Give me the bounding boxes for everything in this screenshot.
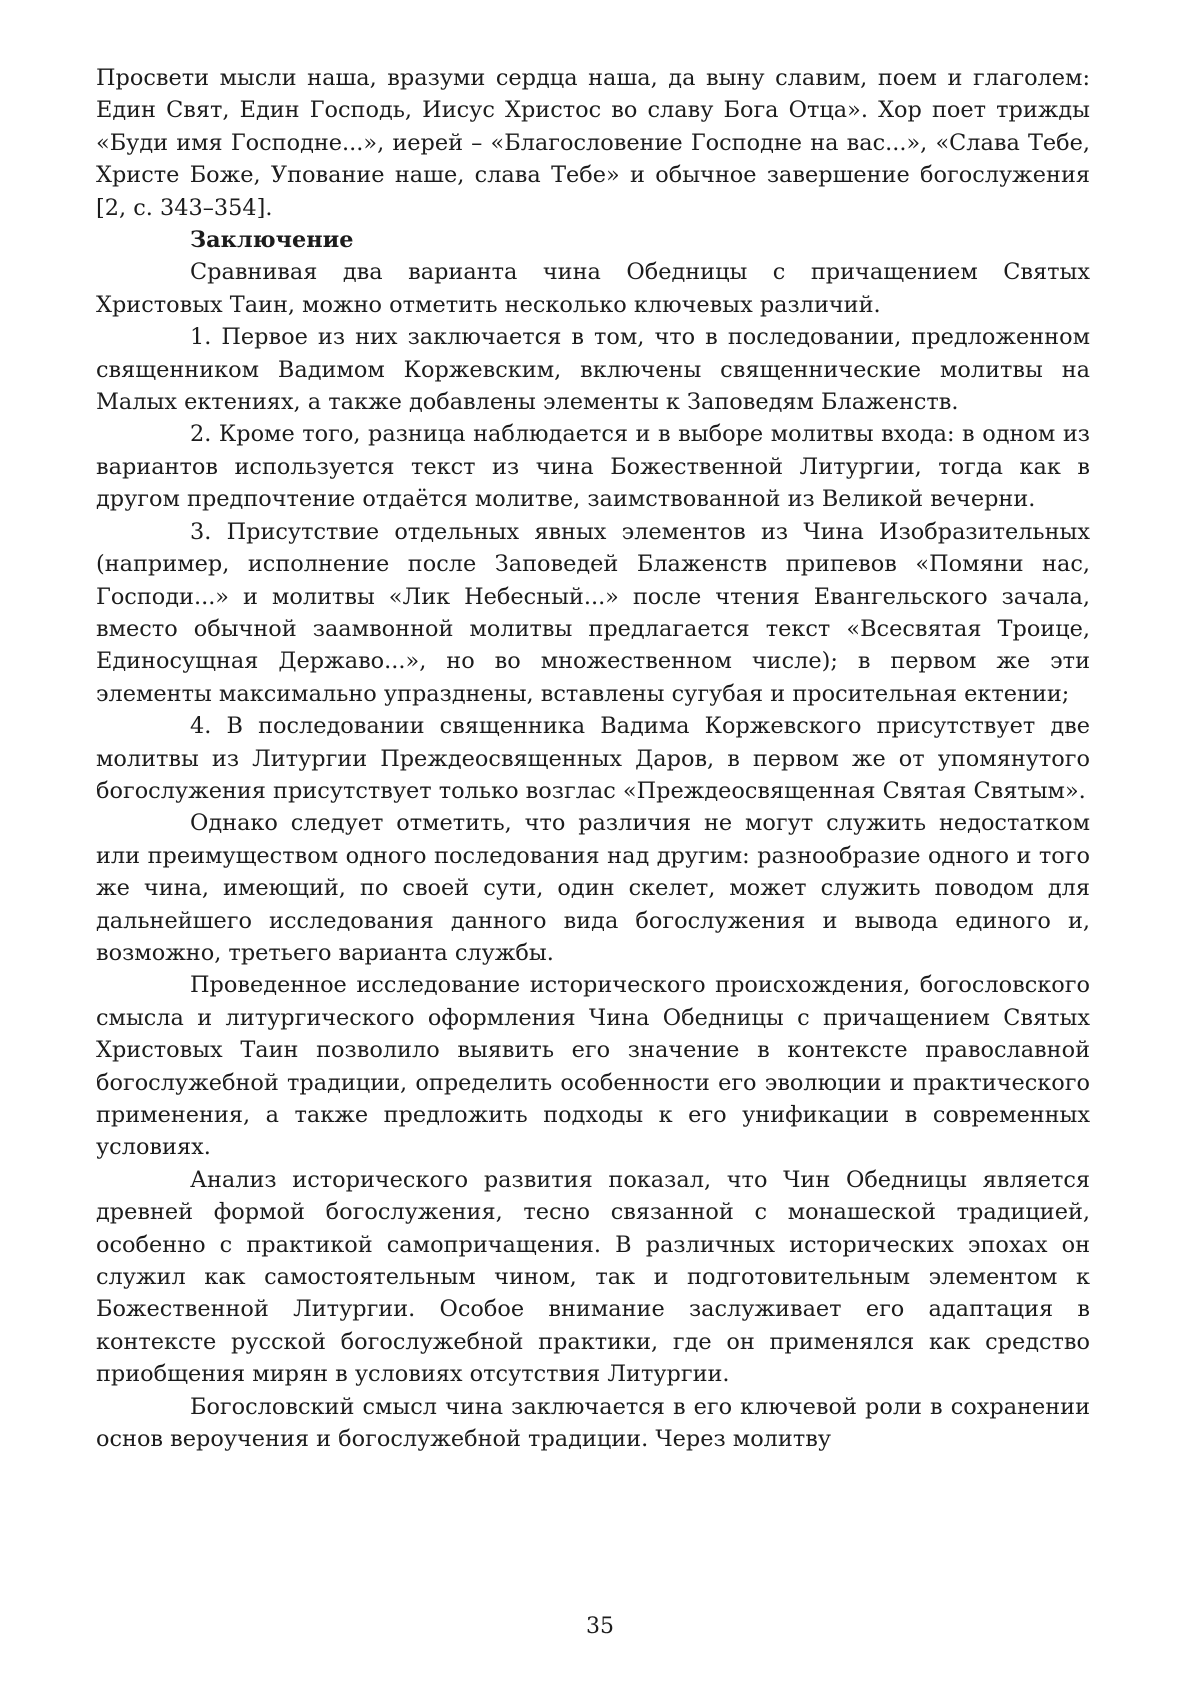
- paragraph: Анализ исторического развития показал, что Чин Обедницы является древней формой богослужения, тесно связанной с монашеской традицией, особенно с практикой самопричащения. В различных исторических эпохах он служил как самостоятельным чином, так и подготовительным элементом к Божественной Литургии. Особое внимание заслуживает его адаптация в контексте русской богослужебной практики, где он применялся как средство приобщения мирян в условиях отсутствия Литургии.: [96, 1166, 1090, 1388]
- paragraph: Сравнивая два варианта чина Обедницы с причащением Святых Христовых Таин, можно отметить несколько ключевых различий.: [96, 259, 1090, 318]
- paragraph: 3. Присутствие отдельных явных элементов из Чина Изобразительных (например, исполнение после Заповедей Блаженств припевов «Помяни нас, Господи...» и молитвы «Лик Небесный...» после чтения Евангельского зачала, вместо обычной заамвонной молитвы предлагается текст «Всесвятая Троице, Единосущная Державо...», но во множественном числе); в первом же эти элементы максимально упразднены, вставлены сугубая и просительная ектении;: [96, 518, 1090, 707]
- section-heading: Заключение: [190, 227, 354, 254]
- page-number: 35: [586, 1614, 614, 1639]
- paragraph: Богословский смысл чина заключается в его ключевой роли в сохранении основ вероучения и богослужебной традиции. Через молитву: [96, 1393, 1090, 1453]
- paragraph: 1. Первое из них заключается в том, что в последовании, предложенном священником Вадимом Коржевским, включены священнические молитвы на Малых ектениях, а также добавлены элементы к Заповедям Блаженств.: [96, 324, 1090, 416]
- paragraph: Проведенное исследование исторического происхождения, богословского смысла и литургического оформления Чина Обедницы с причащением Святых Христовых Таин позволило выявить его значение в контексте православной богослужебной традиции, определить особенности его эволюции и практического применения, а также предложить подходы к его унификации в современных условиях.: [96, 972, 1090, 1161]
- opening-paragraph: Просвети мысли наша, вразуми сердца наша, да выну славим, поем и глаголем: Един Свят, Един Господь, Иисус Христос во славу Бога Отца». Хор поет трижды «Буди имя Господне...», иерей – «Благословение Господне на вас...», «Слава Тебе, Христе Боже, Упование наше, слава Тебе» и обычное завершение богослужения [2, с. 343–354].: [96, 65, 1090, 221]
- document-page: [96, 62, 1090, 1455]
- paragraph: Однако следует отметить, что различия не могут служить недостатком или преимуществом одного последования над другим: разнообразие одного и того же чина, имеющий, по своей сути, один скелет, может служить поводом для дальнейшего исследования данного вида богослужения и вывода единого и, возможно, третьего варианта службы.: [96, 810, 1090, 966]
- paragraph: 4. В последовании священника Вадима Коржевского присутствует две молитвы из Литургии Преждеосвященных Даров, в первом же от упомянутого богослужения присутствует только возглас «Преждеосвященная Святая Святым».: [96, 713, 1090, 804]
- paragraph: 2. Кроме того, разница наблюдается и в выборе молитвы входа: в одном из вариантов используется текст из чина Божественной Литургии, тогда как в другом предпочтение отдаётся молитве, заимствованной из Великой вечерни.: [96, 421, 1090, 513]
